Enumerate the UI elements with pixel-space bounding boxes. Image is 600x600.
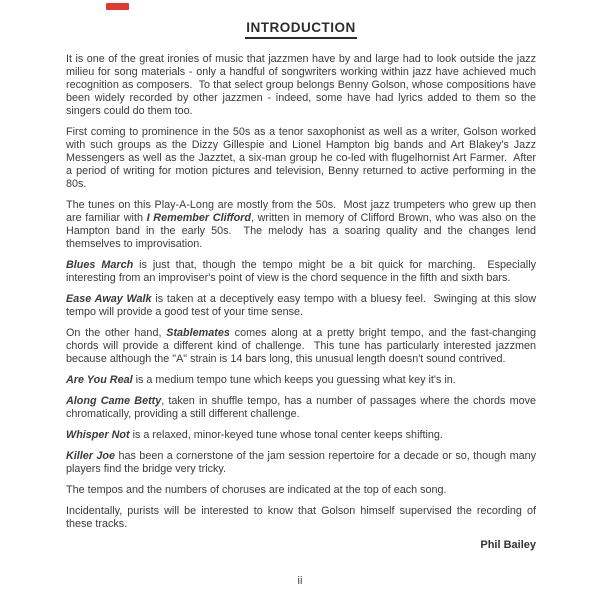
paragraph: First coming to prominence in the 50s as a tenor saxophonist as well as a writer, Golson worked with such groups as the Dizzy Gillespie and Lionel Hampton big bands and Art Blakey's Jazz Messengers as well as the Jazztet, a six-man group he co-led with flugelhornist Art Farmer. After a period of writing for motion pictures and television, Benny returned to active performing in the 80s. — [66, 126, 539, 190]
page-title: INTRODUCTION — [245, 20, 357, 39]
paragraph: Along Came Betty, taken in shuffle tempo, has a number of passages where the chords move chromatically, providing a still different challenge. — [66, 395, 539, 420]
document-body — [66, 53, 540, 531]
title-row — [66, 20, 536, 39]
paragraph: The tempos and the numbers of choruses are indicated at the top of each song. — [66, 484, 447, 496]
signature: Phil Bailey — [480, 539, 536, 551]
red-marker-icon — [106, 3, 129, 10]
page-content — [66, 20, 540, 552]
paragraph: Killer Joe has been a cornerstone of the jam session repertoire for a decade or so, though many players find the bridge very tricky. — [66, 450, 540, 475]
paragraph: The tunes on this Play-A-Long are mostly from the 50s. Most jazz trumpeters who grew up then are familiar with I Remember Clifford, written in memory of Clifford Brown, who was also on the Hampton band in the early 50s. The melody has a soaring quality and the changes lend themselves to improvisation. — [66, 199, 539, 250]
paragraph: Incidentally, purists will be interested to know that Golson himself supervised the recording of these tracks. — [66, 505, 539, 530]
paragraph: Blues March is just that, though the tempo might be a bit quick for marching. Especially interesting from an improviser's point of view is the chord sequence in the fifth and sixth bars. — [66, 259, 539, 284]
paragraph: On the other hand, Stablemates comes along at a pretty bright tempo, and the fast-changing chords will provide a different kind of challenge. This tune has particularly interested jazzmen because although the "A" strain is 14 bars long, this unusual length doesn't sound contrived. — [66, 327, 539, 365]
paragraph: Whisper Not is a relaxed, minor-keyed tune whose tonal center keeps shifting. — [66, 429, 443, 441]
page-number: ii — [297, 575, 303, 587]
paragraph: Are You Real is a medium tempo tune which keeps you guessing what key it's in. — [66, 374, 456, 386]
paragraph: Ease Away Walk is taken at a deceptively easy tempo with a bluesy feel. Swinging at this slow tempo will provide a good test of your time sense. — [66, 293, 539, 318]
paragraph: It is one of the great ironies of music that jazzmen have by and large had to look outside the jazz milieu for song materials - only a handful of songwriters working within jazz have achieved much recognition as composers. To that select group belongs Benny Golson, whose compositions have been widely recorded by other jazzmen - indeed, some have had lyrics added to them so the singers could do them too. — [66, 53, 539, 117]
